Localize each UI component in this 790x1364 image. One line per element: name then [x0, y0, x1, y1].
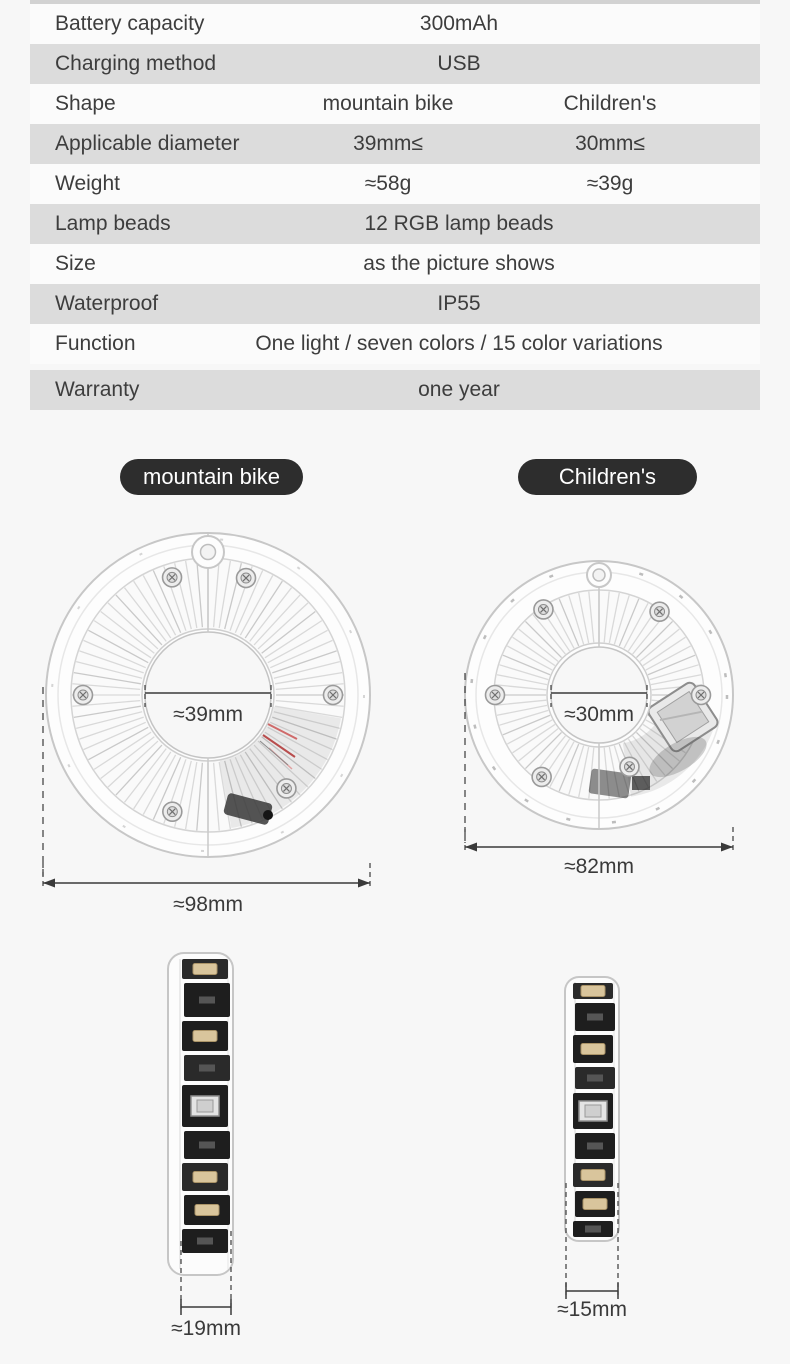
childrens-ring-image: [440, 545, 760, 885]
spec-value: as the picture shows: [363, 252, 555, 275]
childrens-side-view-image: [530, 955, 660, 1325]
spec-value: Children's: [563, 92, 657, 115]
screw: [534, 600, 553, 619]
center-hole: [551, 647, 647, 743]
spec-label: Lamp beads: [55, 212, 171, 235]
mount-tab-hole: [201, 545, 216, 560]
spec-value: 39mm≤: [353, 132, 423, 155]
badge-label: mountain bike: [143, 464, 280, 489]
led-modules: [182, 959, 230, 1253]
spec-label: Warranty: [55, 378, 140, 401]
width-label: ≈19mm: [171, 1317, 241, 1340]
badge-label: Children's: [558, 464, 657, 489]
screw: [163, 568, 182, 587]
mountain-bike-ring-image: [20, 515, 400, 925]
spec-label: Charging method: [55, 52, 217, 75]
outer-diameter-label: ≈82mm: [564, 855, 634, 878]
screw: [237, 569, 256, 588]
screw: [163, 802, 182, 821]
spec-row: [30, 44, 760, 84]
spec-label: Shape: [55, 92, 116, 115]
badge-mountain-bike: [120, 459, 303, 495]
width-label: ≈15mm: [557, 1298, 627, 1321]
spec-row: [30, 244, 760, 284]
spec-row: [30, 124, 760, 164]
spec-row: [30, 284, 760, 324]
spec-value: ≈39g: [586, 172, 634, 195]
spec-value: 300mAh: [419, 12, 499, 35]
spec-label: Size: [55, 252, 96, 275]
spec-label: Waterproof: [55, 292, 159, 315]
spec-row: [30, 4, 760, 44]
spec-label: Battery capacity: [55, 12, 205, 35]
spec-value: USB: [437, 52, 481, 75]
screw: [532, 767, 551, 786]
screw: [650, 602, 669, 621]
spec-value: ≈58g: [364, 172, 412, 195]
spec-row: [30, 204, 760, 244]
mountain-bike-side-view-image: [140, 935, 270, 1350]
spec-label: Function: [55, 332, 136, 355]
screw: [620, 757, 639, 776]
spec-label: Weight: [55, 172, 120, 195]
spec-value: mountain bike: [322, 92, 454, 115]
internal-component: [632, 776, 650, 790]
outer-diameter-label: ≈98mm: [173, 893, 243, 916]
badge-childrens: [518, 459, 697, 495]
led-modules: [573, 983, 615, 1237]
spec-value: one year: [418, 378, 500, 401]
center-hole: [145, 632, 271, 758]
screw: [324, 686, 343, 705]
spec-row: [30, 370, 760, 410]
mount-tab-hole: [593, 569, 605, 581]
inner-diameter-label: ≈30mm: [564, 703, 634, 726]
spec-value: One light / seven colors / 15 color variations: [255, 332, 663, 355]
spec-row: [30, 84, 760, 124]
screw: [486, 686, 505, 705]
spec-row: [30, 324, 760, 364]
spec-label: Applicable diameter: [55, 132, 240, 155]
screw: [692, 686, 711, 705]
inner-diameter-label: ≈39mm: [173, 703, 243, 726]
spec-value: IP55: [437, 292, 481, 315]
spec-row: [30, 164, 760, 204]
connector-button: [263, 810, 273, 820]
spec-value: 30mm≤: [575, 132, 645, 155]
screw: [277, 779, 296, 798]
spec-value: 12 RGB lamp beads: [364, 212, 554, 235]
screw: [74, 686, 93, 705]
